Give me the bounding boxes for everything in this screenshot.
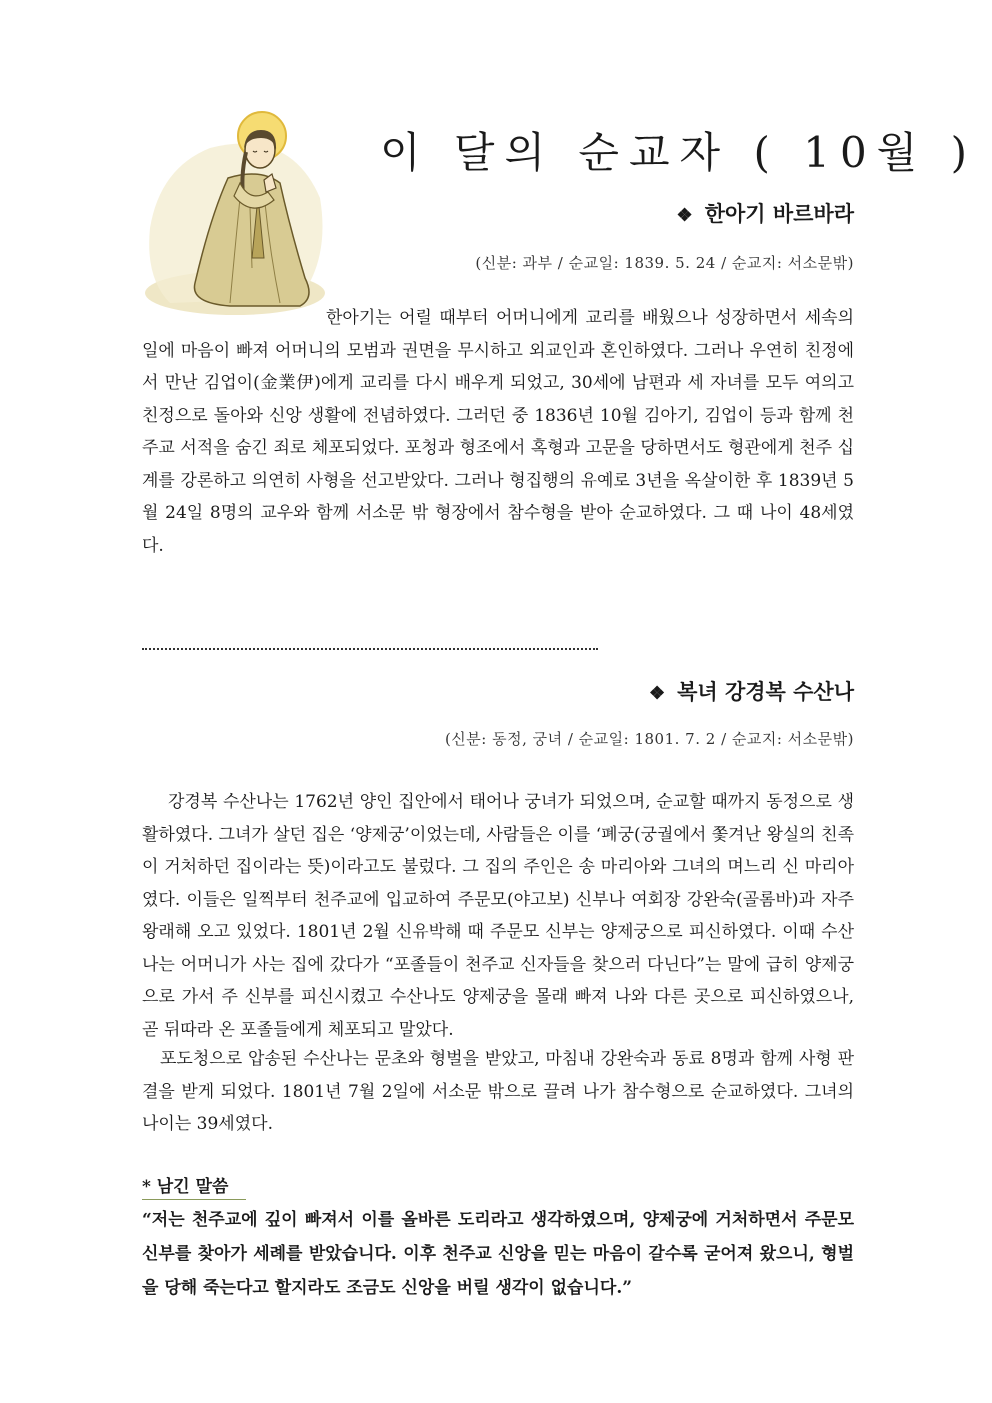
martyr-1-info: (신분: 과부 / 순교일: 1839. 5. 24 / 순교지: 서소문밖): [475, 254, 854, 272]
last-words-heading: * 남긴 말씀: [142, 1172, 246, 1200]
martyr-2-biography-paragraph-2: 포도청으로 압송된 수산나는 문초와 형벌을 받았고, 마침내 강완숙과 동료 8명과 함께 사형 판결을 받게 되었다. 1801년 7월 2일에 서소문 밖으로 끌려 나가 참수형으로 순교하였다. 그녀의 나이는 39세였다.: [142, 1049, 854, 1134]
dotted-divider: [142, 648, 598, 650]
martyr-1-heading: [677, 198, 854, 228]
martyr-2-info: (신분: 동정, 궁녀 / 순교일: 1801. 7. 2 / 순교지: 서소문밖): [444, 730, 854, 748]
diamond-bullet-icon: ❖: [676, 205, 693, 226]
martyr-1-name: 한아기 바르바라: [704, 201, 854, 226]
praying-saint-illustration: [140, 108, 330, 318]
page-title: 이 달의 순교자 ( 10월 ): [380, 128, 977, 177]
last-words-quote: “저는 천주교에 깊이 빠져서 이를 올바른 도리라고 생각하였으며, 양제궁에 거처하면서 주문모 신부를 찾아가 세례를 받았습니다. 이후 천주교 신앙을 믿는 마음이 갈수록 굳어져 왔으니, 형벌을 당해 죽는다고 할지라도 조금도 신앙을 버릴 생각이 없습니다.”: [142, 1210, 854, 1298]
martyr-2-biography-paragraph-1: 강경복 수산나는 1762년 양인 집안에서 태어나 궁녀가 되었으며, 순교할 때까지 동정으로 생활하였다. 그녀가 살던 집은 ‘양제궁’이었는데, 사람들은 이를 ‘폐궁(궁궐에서 쫓겨난 왕실의 친족이 거처하던 집이라는 뜻)이라고도 불렀다. 그 집의 주인은 송 마리아와 그녀의 며느리 신 마리아였다. 이들은 일찍부터 천주교에 입교하여 주문모(야고보) 신부나 여회장 강완숙(골롬바)과 자주 왕래해 오고 있었다. 1801년 2월 신유박해 때 주문모 신부는 양제궁으로 피신하였다. 이때 수산나는 어머니가 사는 집에 갔다가 “포졸들이 천주교 신자들을 찾으러 다닌다”는 말에 급히 양제궁으로 가서 주 신부를 피신시켰고 수산나도 양제궁을 몰래 빠져 나와 다른 곳으로 피신하였으나, 곧 뒤따라 온 포졸들에게 체포되고 말았다.: [142, 792, 854, 1040]
martyr-1-biography: 한아기는 어릴 때부터 어머니에게 교리를 배웠으나 성장하면서 세속의 일에 마음이 빠져 어머니의 모범과 권면을 무시하고 외교인과 혼인하였다. 그러나 우연히 친정에서 만난 김업이(金業伊)에게 교리를 다시 배우게 되었고, 30세에 남편과 세 자녀를 모두 여의고 친정으로 돌아와 신앙 생활에 전념하였다. 그러던 중 1836년 10월 김아기, 김업이 등과 함께 천주교 서적을 숨긴 죄로 체포되었다. 포청과 형조에서 혹형과 고문을 당하면서도 형관에게 천주 십계를 강론하고 의연히 사형을 선고받았다. 그러나 형집행의 유예로 3년을 옥살이한 후 1839년 5월 24일 8명의 교우와 함께 서소문 밖 형장에서 참수형을 받아 순교하였다. 그 때 나이 48세였다.: [142, 308, 854, 556]
martyr-2-heading: [649, 676, 854, 706]
martyr-2-name: 복녀 강경복 수산나: [677, 679, 854, 704]
diamond-bullet-icon: ❖: [648, 683, 666, 704]
